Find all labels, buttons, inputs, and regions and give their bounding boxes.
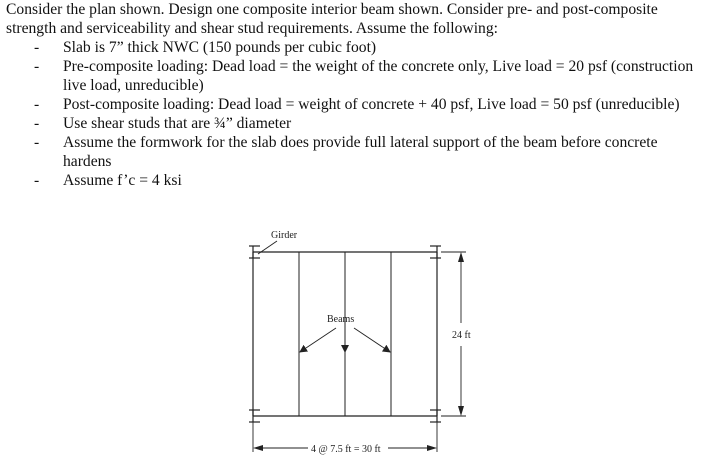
- assumption-text: Assume the formwork for the slab does provide full lateral support of the beam before concrete hardens: [63, 134, 658, 170]
- problem-intro: Consider the plan shown. Design one composite interior beam shown. Consider pre- and post-composite strength and serviceability and shear stud requirements. Assume the following:: [6, 1, 658, 37]
- bullet-dash: -: [34, 115, 40, 132]
- bullet-dash: -: [34, 134, 40, 151]
- span-label: 24 ft: [452, 330, 471, 341]
- assumption-text: Use shear studs that are ¾” diameter: [63, 115, 292, 132]
- bullet-dash: -: [34, 172, 40, 189]
- assumption-text: Assume f’c = 4 ksi: [63, 172, 182, 189]
- beams-arrow-left: [300, 328, 336, 352]
- bullet-dash: -: [34, 58, 40, 75]
- bullet-dash: -: [34, 96, 40, 113]
- spacing-label: 4 @ 7.5 ft = 30 ft: [311, 444, 381, 455]
- bullet-dash: -: [34, 39, 40, 56]
- assumption-text: Post-composite loading: Dead load = weight of concrete + 40 psf, Live load = 50 psf (unreducible): [63, 96, 680, 113]
- assumption-text: Pre-composite loading: Dead load = the weight of the concrete only, Live load = 20 psf (construction live load, unreducible): [63, 58, 694, 94]
- assumption-text: Slab is 7” thick NWC (150 pounds per cubic foot): [63, 39, 377, 56]
- girder-label: Girder: [271, 230, 298, 241]
- beams-label: Beams: [327, 314, 355, 325]
- beams-arrow-right: [354, 328, 390, 352]
